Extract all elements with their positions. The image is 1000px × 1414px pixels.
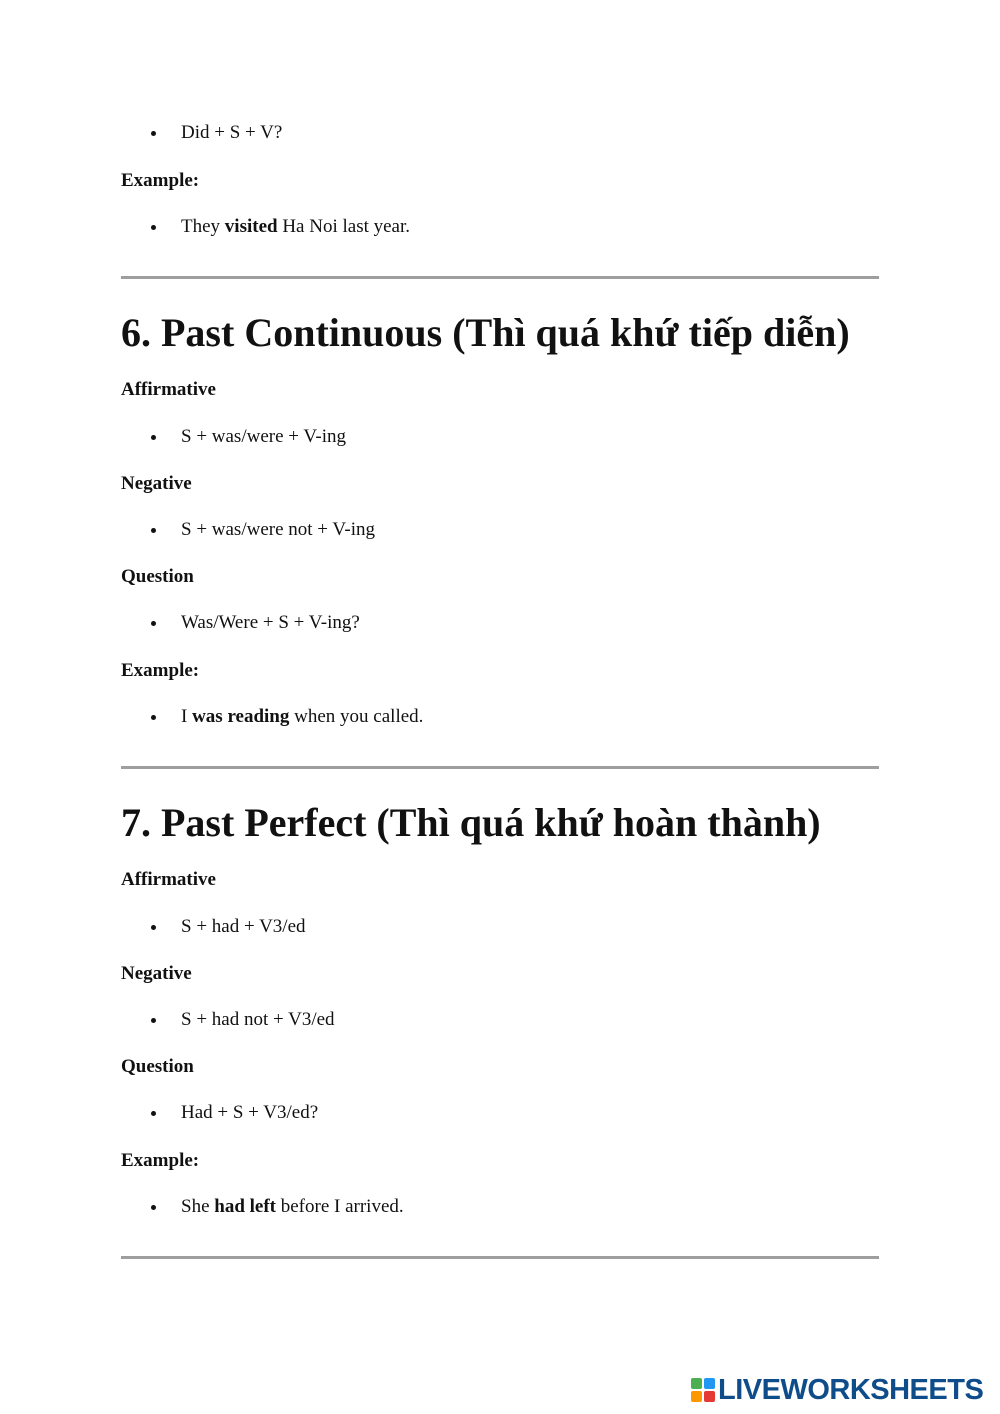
negative-formula: S + had not + V3/ed: [181, 1009, 335, 1030]
example-text: They: [181, 216, 225, 237]
affirmative-formula: S + was/were + V-ing: [181, 426, 346, 447]
example-sentence: [181, 216, 410, 238]
question-formula: Was/Were + S + V-ing?: [181, 612, 360, 633]
example-verb: had left: [214, 1196, 276, 1217]
example-text: I: [181, 706, 193, 727]
liveworksheets-logo[interactable]: [691, 1374, 991, 1406]
question-label: Question: [121, 1056, 194, 1077]
example-label: Example:: [121, 1150, 200, 1171]
divider: [121, 1256, 879, 1259]
logo-wordmark: LIVEWORKSHEETS: [718, 1374, 984, 1406]
question-label: Question: [121, 566, 194, 587]
example-text: She: [181, 1196, 215, 1217]
example-label: Example:: [121, 660, 200, 681]
negative-formula: S + was/were not + V-ing: [181, 519, 376, 540]
divider: [121, 766, 879, 769]
section-heading: 6. Past Continuous (Thì quá khứ tiếp diễn): [121, 310, 850, 355]
example-text: before I arrived.: [276, 1196, 404, 1217]
logo-grid-icon: [691, 1378, 715, 1402]
example-label: Example:: [121, 170, 200, 191]
example-verb: was reading: [192, 706, 290, 727]
example-text: when you called.: [289, 706, 424, 727]
negative-label: Negative: [121, 963, 192, 984]
example-sentence: [181, 706, 423, 728]
example-verb: visited: [224, 216, 278, 237]
example-text: Ha Noi last year.: [277, 216, 411, 237]
section-heading: 7. Past Perfect (Thì quá khứ hoàn thành): [121, 800, 821, 845]
affirmative-label: Affirmative: [121, 379, 216, 400]
affirmative-formula: S + had + V3/ed: [181, 916, 306, 937]
negative-label: Negative: [121, 473, 192, 494]
question-formula: Had + S + V3/ed?: [181, 1102, 319, 1123]
divider: [121, 276, 879, 279]
example-sentence: [181, 1196, 404, 1218]
affirmative-label: Affirmative: [121, 869, 216, 890]
question-formula: Did + S + V?: [181, 122, 283, 143]
